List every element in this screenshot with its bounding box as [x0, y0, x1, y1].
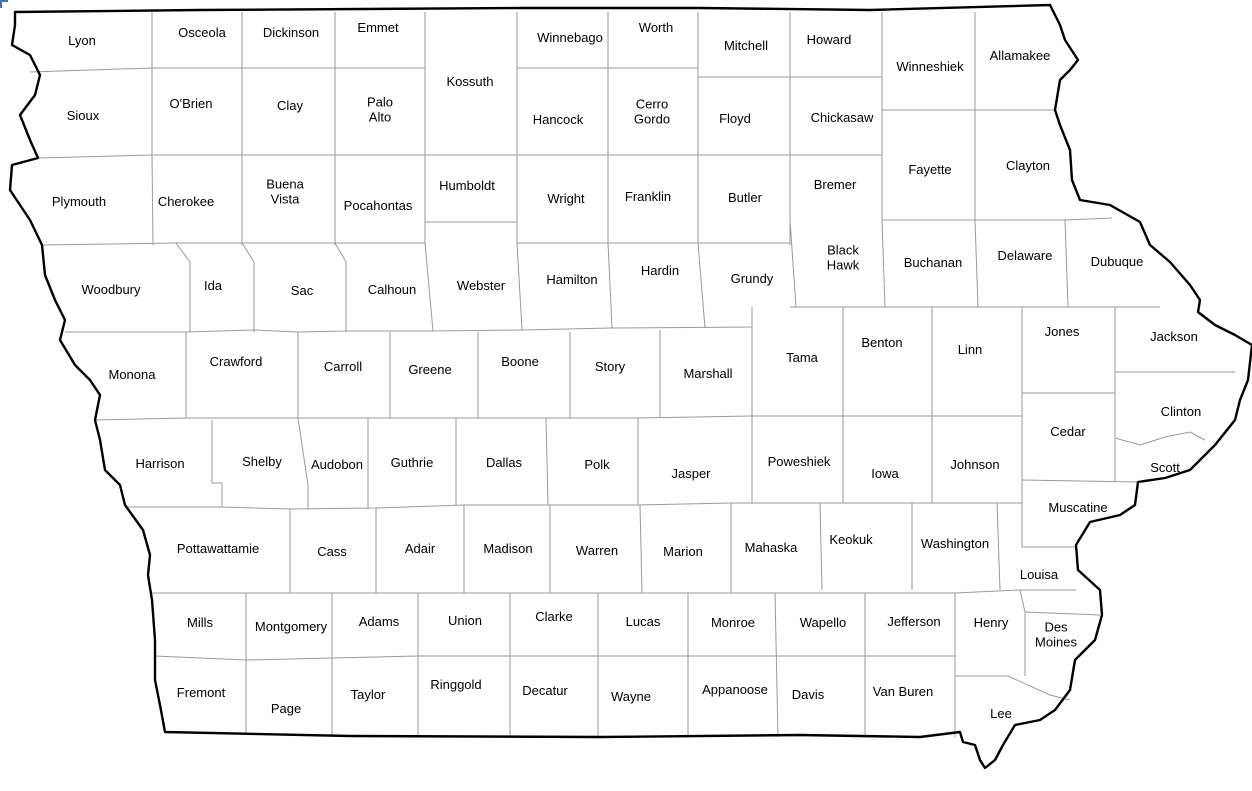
county-label-scott: Scott	[1150, 460, 1180, 475]
county-label-page: Page	[270, 701, 302, 716]
iowa-state-outline	[10, 5, 1252, 768]
county-label-tama: Tama	[786, 350, 818, 365]
county-label-delaware: Delaware	[997, 248, 1053, 263]
county-label-des-moines-line2: Moines	[1035, 634, 1077, 650]
county-label-sioux: Sioux	[66, 108, 100, 123]
county-label-guthrie: Guthrie	[390, 455, 434, 470]
county-label-kossuth: Kossuth	[446, 74, 494, 89]
county-label-madison: Madison	[483, 541, 533, 556]
county-label-wayne: Wayne	[611, 689, 651, 704]
county-label-keokuk: Keokuk	[829, 532, 873, 547]
county-label-butler: Butler	[728, 190, 762, 205]
county-label-clarke: Clarke	[535, 609, 573, 624]
county-label-winneshiek: Winneshiek	[896, 59, 964, 74]
county-label-montgomery: Montgomery	[254, 619, 328, 634]
county-label-cedar: Cedar	[1050, 424, 1086, 439]
county-label-benton: Benton	[861, 335, 903, 350]
county-label-wapello: Wapello	[799, 615, 847, 630]
county-label-marion: Marion	[663, 544, 703, 559]
county-label-wright: Wright	[547, 191, 585, 206]
county-label-shelby: Shelby	[242, 454, 282, 469]
county-label-lucas: Lucas	[625, 614, 661, 629]
county-label-decatur: Decatur	[522, 683, 568, 698]
county-label-cass: Cass	[317, 544, 347, 559]
county-label-jefferson: Jefferson	[887, 614, 941, 629]
county-label-harrison: Harrison	[135, 456, 185, 471]
county-label-buena-vista-line1: Buena	[266, 176, 304, 192]
county-label-bremer: Bremer	[813, 177, 857, 192]
county-label-jackson: Jackson	[1150, 329, 1198, 344]
county-label-dubuque: Dubuque	[1090, 254, 1144, 269]
county-label-hardin: Hardin	[640, 263, 680, 278]
county-label-mills: Mills	[187, 615, 213, 630]
county-label-buchanan: Buchanan	[903, 255, 963, 270]
county-label-lyon: Lyon	[68, 33, 96, 48]
county-label-hamilton: Hamilton	[546, 272, 598, 287]
county-label-linn: Linn	[957, 342, 983, 357]
county-label-plymouth: Plymouth	[51, 194, 107, 209]
county-label-franklin: Franklin	[624, 189, 672, 204]
county-label-dallas: Dallas	[485, 455, 523, 470]
county-label-palo-alto-line1: Palo	[366, 94, 394, 110]
county-label-washington: Washington	[920, 536, 990, 551]
county-label-adair: Adair	[404, 541, 436, 556]
county-label-floyd: Floyd	[719, 111, 751, 126]
county-label-chickasaw: Chickasaw	[810, 110, 874, 125]
county-label-taylor: Taylor	[350, 687, 386, 702]
county-label-johnson: Johnson	[950, 457, 1000, 472]
county-label-allamakee: Allamakee	[989, 48, 1051, 63]
county-label-grundy: Grundy	[730, 271, 774, 286]
county-label-louisa: Louisa	[1019, 567, 1059, 582]
county-label-buena-vista-line2: Vista	[270, 191, 300, 207]
county-label-boone: Boone	[501, 354, 539, 369]
county-label-davis: Davis	[791, 687, 825, 702]
county-label-black-hawk-line1: Black	[827, 242, 859, 258]
county-label-fayette: Fayette	[908, 162, 952, 177]
county-label-worth: Worth	[638, 20, 674, 35]
county-label-mahaska: Mahaska	[744, 540, 798, 555]
county-label-osceola: Osceola	[178, 25, 226, 40]
county-label-lee: Lee	[990, 706, 1012, 721]
county-label-poweshiek: Poweshiek	[767, 454, 831, 469]
county-label-clinton: Clinton	[1160, 404, 1202, 419]
county-labels	[52, 20, 1201, 721]
county-label-howard: Howard	[806, 32, 852, 47]
county-label-monona: Monona	[108, 367, 156, 382]
county-label-carroll: Carroll	[323, 359, 363, 374]
county-label-palo-alto-line2: Alto	[368, 109, 392, 125]
county-label-cerro-gordo-line2: Gordo	[633, 111, 671, 127]
county-label-monroe: Monroe	[710, 615, 756, 630]
county-label-cerro-gordo-line1: Cerro	[635, 96, 669, 112]
county-label-sac: Sac	[290, 283, 314, 298]
county-label-humboldt: Humboldt	[439, 178, 495, 193]
county-label-iowa: Iowa	[871, 466, 899, 481]
county-label-woodbury: Woodbury	[81, 282, 141, 297]
county-label-crawford: Crawford	[209, 354, 263, 369]
county-label-ida: Ida	[203, 278, 223, 293]
county-label-muscatine: Muscatine	[1048, 500, 1108, 515]
county-label-adams: Adams	[358, 614, 400, 629]
county-label-clayton: Clayton	[1005, 158, 1051, 173]
county-label-webster: Webster	[456, 278, 506, 293]
county-label-mitchell: Mitchell	[723, 38, 769, 53]
county-label-polk: Polk	[584, 457, 610, 472]
county-label-jones: Jones	[1044, 324, 1080, 339]
county-label-obrien: O'Brien	[169, 96, 213, 111]
county-label-greene: Greene	[408, 362, 452, 377]
county-label-clay: Clay	[276, 98, 304, 113]
county-label-hancock: Hancock	[532, 112, 584, 127]
county-label-fremont: Fremont	[176, 685, 226, 700]
county-label-calhoun: Calhoun	[367, 282, 417, 297]
county-label-pocahontas: Pocahontas	[343, 198, 413, 213]
county-label-warren: Warren	[575, 543, 619, 558]
county-label-jasper: Jasper	[671, 466, 711, 481]
county-label-audubon: Audobon	[310, 457, 364, 472]
county-label-winnebago: Winnebago	[537, 30, 603, 45]
county-label-henry: Henry	[973, 615, 1009, 630]
county-label-black-hawk-line2: Hawk	[826, 257, 860, 273]
county-label-dickinson: Dickinson	[262, 25, 320, 40]
county-label-des-moines-line1: Des	[1044, 619, 1068, 635]
county-label-pottawattamie: Pottawattamie	[176, 541, 260, 556]
county-label-story: Story	[594, 359, 626, 374]
county-label-cherokee: Cherokee	[157, 194, 215, 209]
county-label-ringgold: Ringgold	[430, 677, 482, 692]
county-label-marshall: Marshall	[683, 366, 733, 381]
county-label-appanoose: Appanoose	[702, 682, 768, 697]
county-label-union: Union	[448, 613, 482, 628]
county-label-emmet: Emmet	[357, 20, 399, 35]
county-label-van-buren: Van Buren	[872, 684, 934, 699]
